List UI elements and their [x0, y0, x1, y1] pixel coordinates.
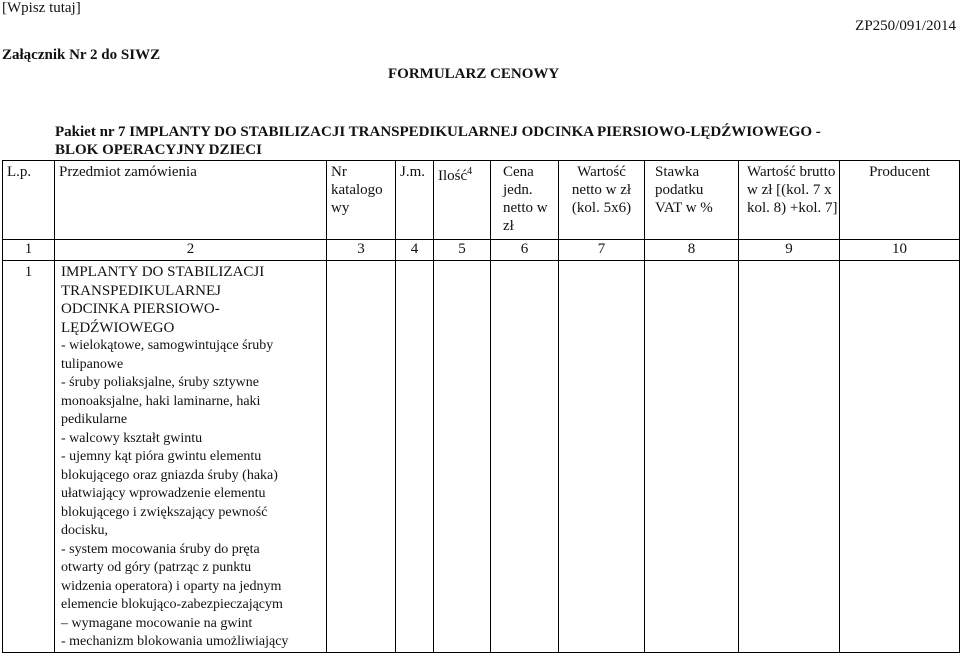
- col-catalog-header: Nr katalogo wy: [327, 161, 396, 240]
- col-lp-header: L.p.: [3, 161, 55, 240]
- col-number-2: 2: [55, 240, 327, 261]
- col-gross-value-header: Wartość brutto w zł [(kol. 7 x kol. 8) +kol. 7]: [739, 161, 840, 240]
- item-title: IMPLANTY DO STABILIZACJI TRANSPEDIKULARNEJ ODCINKA PIERSIOWO- LĘDŹWIOWEGO: [61, 264, 265, 336]
- col-number-3: 3: [327, 240, 396, 261]
- col-number-4: 4: [396, 240, 434, 261]
- producer-cell[interactable]: [840, 261, 960, 653]
- header-row: [3, 161, 960, 240]
- package-title-line1: Pakiet nr 7 IMPLANTY DO STABILIZACJI TRANSPEDIKULARNEJ ODCINKA PIERSIOWO-LĘDŹWIOWEGO -: [55, 124, 821, 140]
- price-table: [2, 160, 960, 653]
- row-lp: 1: [3, 261, 55, 653]
- col-number-6: 6: [491, 240, 559, 261]
- col-unit-header: J.m.: [396, 161, 434, 240]
- col-number-5: 5: [434, 240, 491, 261]
- col-producer-header: Producent: [840, 161, 960, 240]
- col-item-header: Przedmiot zamówienia: [55, 161, 327, 240]
- net-value-cell[interactable]: [559, 261, 645, 653]
- attachment-label: Załącznik Nr 2 do SIWZ: [2, 47, 161, 63]
- item-specification: - wielokątowe, samogwintujące śruby tulipanowe - śruby poliaksjalne, śruby sztywne monoaksjalne, haki laminarne, haki pedikularne - walcowy kształt gwintu - ujemny kąt pióra gwintu elementu blokującego oraz gniazda śruby (haka) ułatwiający wprowadzenie elementu blokującego i zwiększający pewność docisku, - system mocowania śruby do pręta otwarty od góry (patrząc z punktu widzenia operatora) i oparty na jednym elemencie blokująco-zabezpieczającym – wymagane mocowanie na gwint - mechanizm blokowania umożliwiający: [61, 338, 289, 649]
- col-number-8: 8: [645, 240, 739, 261]
- col-qty-header: Ilość$^4$: [434, 161, 491, 240]
- unit-cell[interactable]: [396, 261, 434, 653]
- table-row: [3, 261, 960, 653]
- col-number-1: 1: [3, 240, 55, 261]
- col-net-value-header: Wartość netto w zł (kol. 5x6): [559, 161, 645, 240]
- col-number-7: 7: [559, 240, 645, 261]
- document-number: ZP250/091/2014: [855, 18, 956, 34]
- column-number-row: [3, 240, 960, 261]
- package-title-line2: BLOK OPERACYJNY DZIECI: [55, 142, 262, 158]
- gross-value-cell[interactable]: [739, 261, 840, 653]
- item-description-cell: [55, 261, 327, 653]
- form-title: FORMULARZ CENOWY: [388, 66, 560, 82]
- col-number-10: 10: [840, 240, 960, 261]
- vat-rate-cell[interactable]: [645, 261, 739, 653]
- col-price-header: Cena jedn. netto w zł: [491, 161, 559, 240]
- quantity-cell[interactable]: [434, 261, 491, 653]
- header-placeholder: [Wpisz tutaj]: [2, 0, 81, 16]
- unit-price-cell[interactable]: [491, 261, 559, 653]
- catalog-number-cell[interactable]: [327, 261, 396, 653]
- col-number-9: 9: [739, 240, 840, 261]
- col-vat-header: Stawka podatku VAT w %: [645, 161, 739, 240]
